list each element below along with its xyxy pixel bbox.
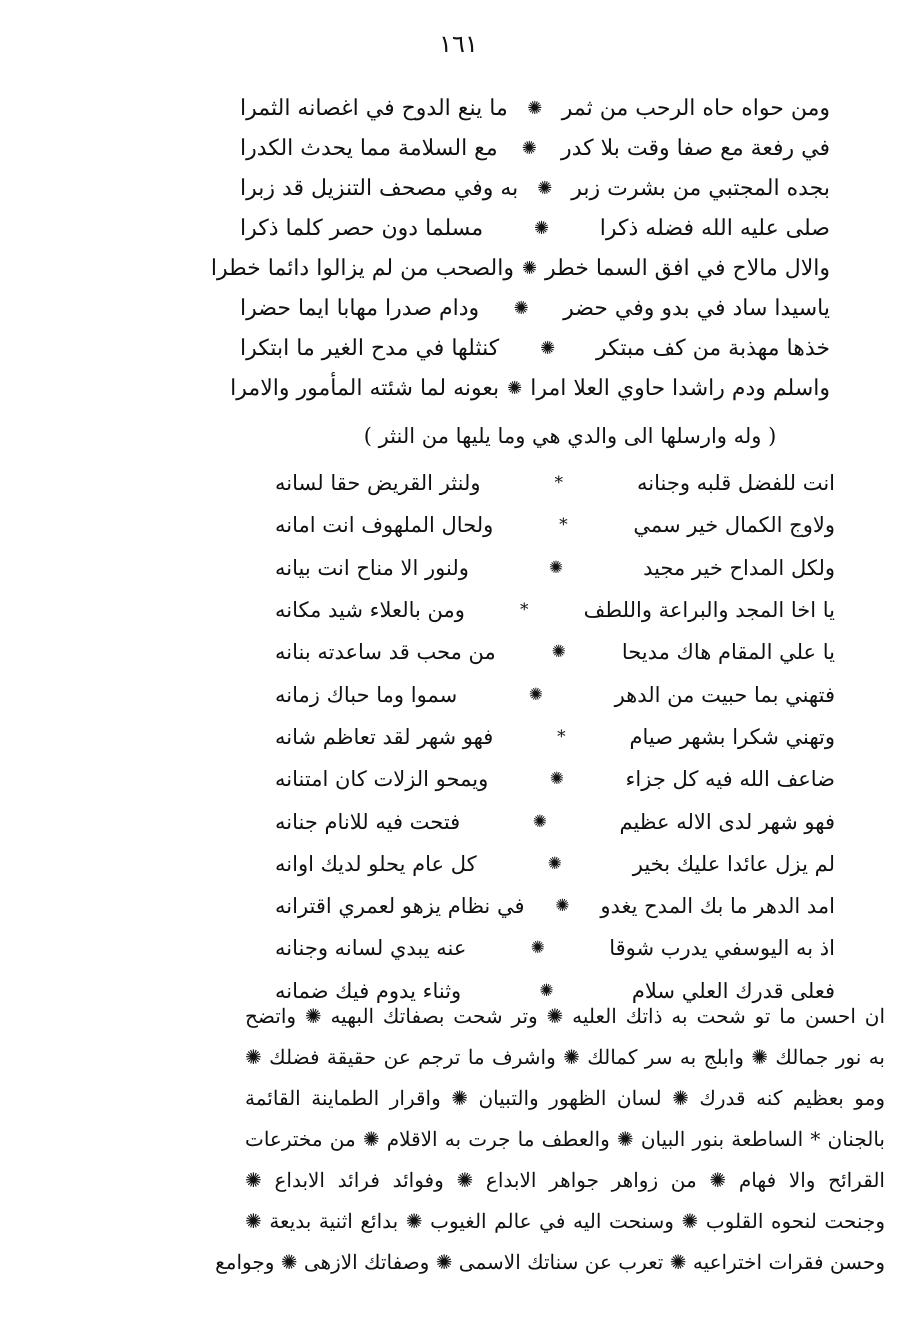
star-divider-icon: * [554,473,564,494]
prose-line: به نور جمالك ✺ وابلج به سر كمالك ✺ واشرف ما ترجم عن حقيقة فضلك ✺ [245,1045,885,1069]
hemistich-left: ولنثر القريض حقا لسانه [275,471,481,496]
hemistich-left: فهو شهر لقد تعاظم شانه [275,724,494,749]
hemistich-left: بعونه لما شئته المأمور والامرا [230,375,500,401]
poem-line [240,128,830,168]
hemistich-left: فتحت فيه للانام جنانه [275,809,461,834]
hemistich-left: ولنور الا مناح انت بيانه [275,555,469,580]
hemistich-right: ولاوج الكمال خير سمي [633,513,835,538]
prose-line: ومو بعظيم كنه قدرك ✺ لسان الظهور والتبيان ✺ واقرار الطماينة القائمة [245,1086,885,1110]
poem-block [210,88,830,408]
hemistich-right: انت للفضل قلبه وجنانه [637,471,835,496]
poem-line [275,547,835,589]
hemistich-left: وثناء يدوم فيك ضمانه [275,978,462,1003]
hemistich-right: اذ به اليوسفي يدرب شوقا [609,936,835,961]
poem-line [240,288,830,328]
star-divider-icon: * [520,600,529,621]
poem-line [275,800,835,842]
star-divider-icon: * [559,515,568,536]
star-divider-icon: ✺ [532,811,547,832]
poem-line [240,208,830,248]
poem-line [210,248,830,288]
star-divider-icon: ✺ [555,896,570,917]
hemistich-left: عنه يبدي لسانه وجنانه [275,936,467,961]
hemistich-right: ضاعف الله فيه كل جزاء [625,767,835,792]
page-number: ١٦١ [439,30,478,58]
hemistich-right: خذها مهذبة من كف مبتكر [596,335,830,361]
poem-line [275,673,835,715]
poem-line [275,631,835,673]
star-divider-icon: ✺ [507,377,523,399]
poem-line [275,589,835,631]
poem-line [240,168,830,208]
hemistich-left: ودام صدرا مهابا ايما حضرا [240,295,480,321]
star-divider-icon: ✺ [513,297,529,319]
poem-line [275,885,835,927]
poem-line [240,328,830,368]
hemistich-left: ولحال الملهوف انت امانه [275,513,494,538]
star-divider-icon: ✺ [530,938,545,959]
star-divider-icon: * [557,726,566,747]
star-divider-icon: ✺ [533,217,550,239]
hemistich-left: ومن بالعلاء شيد مكانه [275,598,465,623]
hemistich-right: امد الدهر ما بك المدح يغدو [600,894,835,919]
hemistich-right: بجده المجتبي من بشرت زبر [571,175,830,201]
hemistich-left: مع السلامة مما يحدث الكدرا [240,135,498,161]
hemistich-right: ياسيدا ساد في بدو وفي حضر [563,295,830,321]
star-divider-icon: ✺ [548,557,564,578]
hemistich-right: صلى عليه الله فضله ذكرا [599,215,830,241]
poem-line [230,368,830,408]
star-divider-icon: ✺ [549,769,564,790]
hemistich-left: مسلما دون حصر كلما ذكرا [240,215,484,241]
prose-line: وحسن فقرات اختراعيه ✺ تعرب عن سناتك الاسمى ✺ وصفاتك الازهى ✺ وجوامع [215,1250,885,1274]
hemistich-left: من محب قد ساعدته بنانه [275,640,496,665]
star-divider-icon: ✺ [527,97,543,119]
poem-line [275,843,835,885]
star-divider-icon: ✺ [540,337,556,359]
prose-line: بالجنان * الساطعة بنور البيان ✺ والعطف ما جرت به الاقلام ✺ من مخترعات [245,1127,885,1151]
hemistich-right: فعلى قدرك العلي سلام [631,978,835,1003]
hemistich-left: والصحب من لم يزالوا دائما خطرا [210,255,514,281]
hemistich-right: في رفعة مع صفا وقت بلا كدر [560,135,830,161]
hemistich-right: وتهني شكرا بشهر صيام [629,724,835,749]
prose-line: القرائح والا فهام ✺ من زواهر جواهر الابداع ✺ وفوائد فرائد الابداع ✺ [245,1168,885,1192]
hemistich-right: فتهني بما حبيت من الدهر [614,682,835,707]
hemistich-right: ومن حواه حاه الرحب من ثمر [561,95,830,121]
hemistich-right: واسلم ودم راشدا حاوي العلا امرا [530,375,830,401]
hemistich-left: سموا وما حباك زمانه [275,682,458,707]
star-divider-icon: ✺ [528,684,543,705]
hemistich-right: والال مالاح في افق السما خطر [545,255,830,281]
hemistich-right: يا اخا المجد والبراعة واللطف [583,598,835,623]
poem-line [275,716,835,758]
poem-line [275,462,835,504]
hemistich-left: كل عام يحلو لديك اوانه [275,851,477,876]
hemistich-left: به وفي مصحف التنزيل قد زبرا [240,175,519,201]
poem-line [275,504,835,546]
star-divider-icon: ✺ [551,642,566,663]
prose-line: ان احسن ما تو شحت به ذاتك العليه ✺ وتر شحت بصفاتك البهيه ✺ واتضح [245,1004,885,1028]
hemistich-right: ولكل المداح خير مجيد [643,555,835,580]
poem-line [275,758,835,800]
hemistich-right: يا علي المقام هاك مديحا [621,640,835,665]
poem-line [275,927,835,969]
star-divider-icon: ✺ [539,980,554,1001]
star-divider-icon: ✺ [521,137,537,159]
hemistich-left: كنثلها في مدح الغير ما ابتكرا [240,335,500,361]
star-divider-icon: ✺ [537,177,553,199]
hemistich-right: لم يزل عائدا عليك بخير [632,851,835,876]
star-divider-icon: ✺ [521,257,538,279]
hemistich-left: ويمحو الزلات كان امتنانه [275,767,489,792]
hemistich-right: فهو شهر لدى الاله عظيم [619,809,835,834]
star-divider-icon: ✺ [547,853,562,874]
hemistich-left: ما ينع الدوح في اغصانه الثمرا [240,95,508,121]
hemistich-left: في نظام يزهو لعمري اقترانه [275,894,525,919]
poem-block-2 [275,462,835,1012]
prose-line: وجنحت لنحوه القلوب ✺ وسنحت اليه في عالم الغيوب ✺ بدائع اثنية بديعة ✺ [245,1209,885,1233]
poem-line [240,88,830,128]
section-heading: ( وله وارسلها الى والدي هي وما يليها من النثر ) [363,424,777,448]
prose-block [215,996,885,1283]
